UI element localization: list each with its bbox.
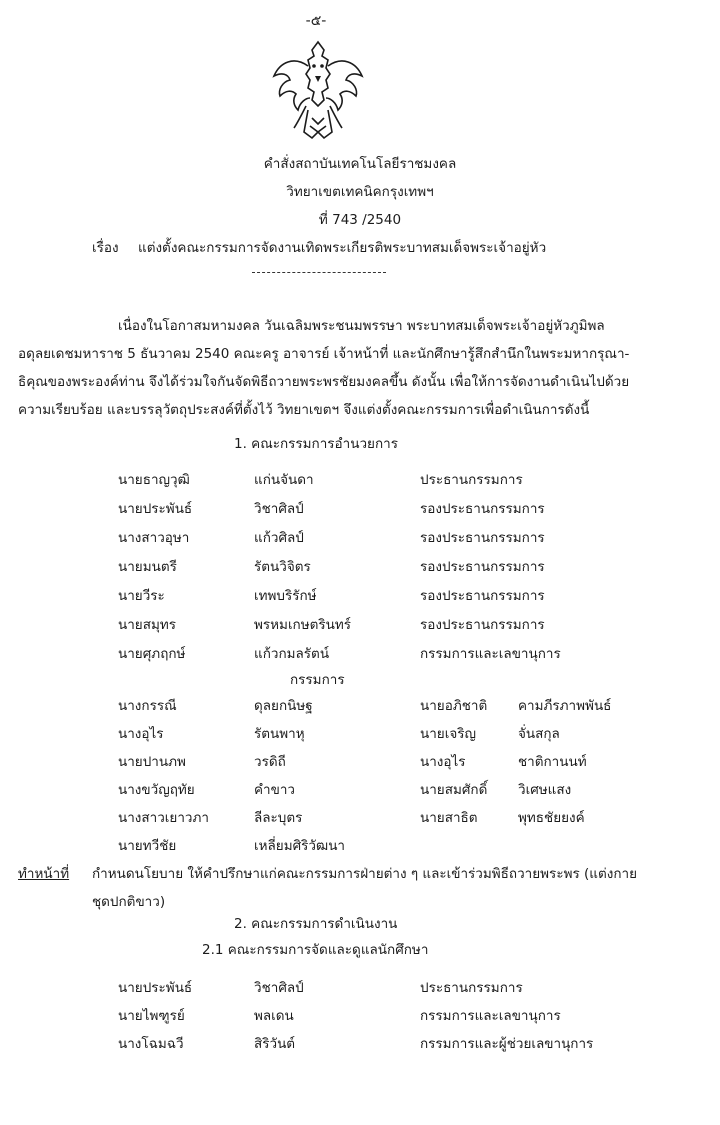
committee-last-name: รัตนพาหุ <box>254 726 305 742</box>
committee-first-name: นายทวีชัย <box>118 838 177 854</box>
intro-line-1: เนื่องในโอกาสมหามงคล วันเฉลิมพระชนมพรรษา พระบาทสมเด็จพระเจ้าอยู่หัวภูมิพล <box>118 318 605 334</box>
section-1-title: 1. คณะกรรมการอำนวยการ <box>234 436 398 452</box>
committee-last-name: ดุลยกนิษฐ <box>254 698 313 714</box>
member-first-name: นายประพันธ์ <box>118 501 193 517</box>
member-last-name: วิชาศิลป์ <box>254 980 304 996</box>
member-first-name: นายสมุทร <box>118 617 177 633</box>
subject-text: แต่งตั้งคณะกรรมการจัดงานเทิดพระเกียรติพระบาทสมเด็จพระเจ้าอยู่หัว <box>138 240 547 256</box>
member-role: รองประธานกรรมการ <box>420 559 545 575</box>
member-role: กรรมการและเลขานุการ <box>420 646 561 662</box>
committee-last-name: เหลี่ยมศิริวัฒนา <box>254 838 345 854</box>
member-last-name: แก่นจันดา <box>254 472 314 488</box>
member-role: ประธานกรรมการ <box>420 980 523 996</box>
member-first-name: นายวีระ <box>118 588 165 604</box>
order-number: ที่ 743 /2540 <box>318 212 402 228</box>
member-role: รองประธานกรรมการ <box>420 588 545 604</box>
committee-first-name: นางกรรณี <box>118 698 177 714</box>
committee-first-name: นายเจริญ <box>420 726 476 742</box>
member-role: รองประธานกรรมการ <box>420 501 545 517</box>
member-role: รองประธานกรรมการ <box>420 617 545 633</box>
committee-first-name: นายปานภพ <box>118 754 186 770</box>
garuda-emblem <box>268 36 368 146</box>
committee-last-name: พุทธชัยยงค์ <box>518 810 585 826</box>
member-role: กรรมการและผู้ช่วยเลขานุการ <box>420 1036 594 1052</box>
committee-last-name: ชาติกานนท์ <box>518 754 587 770</box>
committee-last-name: วิเศษแสง <box>518 782 572 798</box>
committee-last-name: จั่นสกุล <box>518 726 560 742</box>
member-first-name: นายมนตรี <box>118 559 177 575</box>
committee-last-name: คำขาว <box>254 782 296 798</box>
committee-first-name: นางสาวเยาวภา <box>118 810 209 826</box>
member-first-name: นายศุภฤกษ์ <box>118 646 186 662</box>
duty-label: ทำหน้าที่ <box>18 866 70 882</box>
member-first-name: นางสาวอุษา <box>118 530 190 546</box>
member-last-name: พรหมเกษตรินทร์ <box>254 617 352 633</box>
header-divider <box>252 272 386 273</box>
committee-first-name: นายสมศักดิ์ <box>420 782 488 798</box>
committee-last-name: ลีละบุตร <box>254 810 303 826</box>
member-first-name: นางโฉมฉวี <box>118 1036 184 1052</box>
member-last-name: สิริวันต์ <box>254 1036 296 1052</box>
subject-label: เรื่อง <box>92 240 119 256</box>
member-last-name: รัตนวิจิตร <box>254 559 311 575</box>
org-line-2: วิทยาเขตเทคนิคกรุงเทพฯ <box>286 184 434 200</box>
member-role: รองประธานกรรมการ <box>420 530 545 546</box>
committee-first-name: นางขวัญฤทัย <box>118 782 195 798</box>
page-number: -๕- <box>305 13 327 29</box>
committee-first-name: นางอุไร <box>420 754 466 770</box>
intro-line-4: ความเรียบร้อย และบรรลุวัตถุประสงค์ที่ตั้งไว้ วิทยาเขตฯ จึงแต่งตั้งคณะกรรมการเพื่อดำเนินการดังนี้ <box>18 402 590 418</box>
committee-last-name: คามภีรภาพพันธ์ <box>518 698 612 714</box>
member-first-name: นายไพฑูรย์ <box>118 1008 185 1024</box>
intro-line-2: อดุลยเดชมหาราช 5 ธันวาคม 2540 คณะครู อาจารย์ เจ้าหน้าที่ และนักศึกษารู้สึกสำนึกในพระมหากรุณา- <box>18 346 630 362</box>
committee-first-name: นายอภิชาติ <box>420 698 488 714</box>
committee-first-name: นายสาธิต <box>420 810 478 826</box>
section-2-title: 2. คณะกรรมการดำเนินงาน <box>234 916 398 932</box>
committee-heading: กรรมการ <box>290 672 345 688</box>
duty-line-2: ชุดปกติขาว) <box>92 894 166 910</box>
member-role: กรรมการและเลขานุการ <box>420 1008 561 1024</box>
duty-line-1: กำหนดนโยบาย ให้คำปรึกษาแก่คณะกรรมการฝ่ายต่าง ๆ และเข้าร่วมพิธีถวายพระพร (แต่งกาย <box>92 866 637 882</box>
committee-first-name: นางอุไร <box>118 726 164 742</box>
committee-last-name: วรดิถี <box>254 754 286 770</box>
member-last-name: พลเดน <box>254 1008 294 1024</box>
org-line-1: คำสั่งสถาบันเทคโนโลยีราชมงคล <box>263 156 457 172</box>
member-last-name: เทพบริรักษ์ <box>254 588 317 604</box>
member-role: ประธานกรรมการ <box>420 472 523 488</box>
member-last-name: แก้วศิลป์ <box>254 530 304 546</box>
member-first-name: นายธาญวุฒิ <box>118 472 190 488</box>
member-last-name: วิชาศิลป์ <box>254 501 304 517</box>
member-last-name: แก้วกมลรัตน์ <box>254 646 330 662</box>
intro-line-3: ธิคุณของพระองค์ท่าน จึงได้ร่วมใจกันจัดพิธีถวายพระพรชัยมงคลขึ้น ดังนั้น เพื่อให้การจัดงานดำเนินไปด้วย <box>18 374 630 390</box>
member-first-name: นายประพันธ์ <box>118 980 193 996</box>
section-2-subtitle: 2.1 คณะกรรมการจัดและดูแลนักศึกษา <box>202 942 429 958</box>
